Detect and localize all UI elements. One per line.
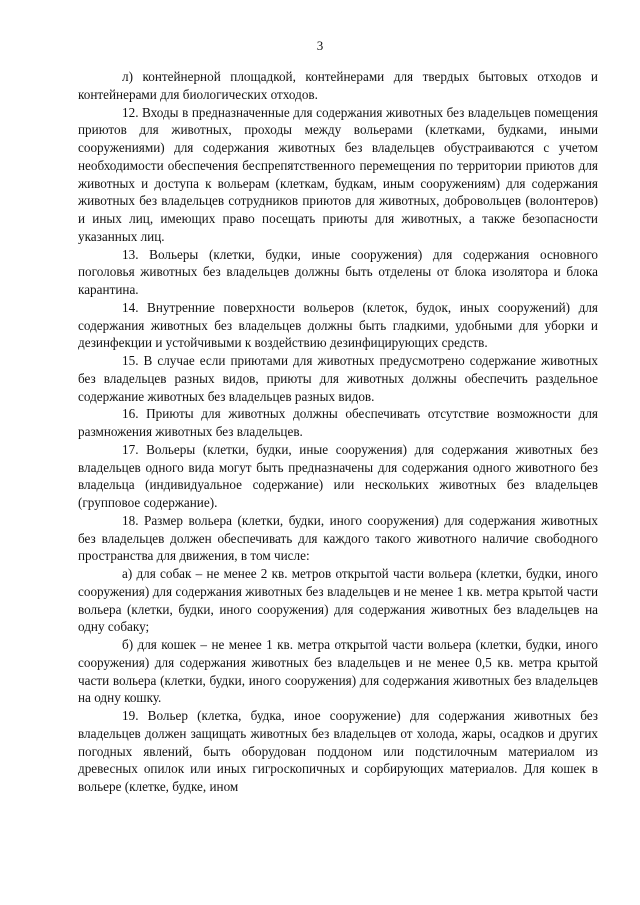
paragraph-18a: а) для собак – не менее 2 кв. метров открытой части вольера (клетки, будки, иного сооружения) для содержания животных без владельцев и не менее 1 кв. метра крытой части вольера (клетки, будки, иного сооружения) для содержания животных без владельцев на одну собаку; (78, 566, 598, 635)
paragraph-item-l: л) контейнерной площадкой, контейнерами для твердых бытовых отходов и контейнерами для биологических отходов. (78, 69, 598, 102)
paragraph-18: 18. Размер вольера (клетки, будки, иного сооружения) для содержания животных без владельцев должен обеспечивать для каждого такого животного наличие свободного пространства для движения, в том числе: (78, 512, 598, 564)
paragraph-13: 13. Вольеры (клетки, будки, иные сооружения) для содержания основного поголовья животных без владельцев должны быть отделены от блока изолятора и блока карантина. (78, 246, 598, 297)
paragraph-18b: б) для кошек – не менее 1 кв. метра открытой части вольера (клетки, будки, иного сооружения) для содержания животных без владельцев и не менее 0,5 кв. метра крытой части вольера (клетки, будки, иного сооружения) для содержания животных без владельцев на одну кошку. (78, 637, 598, 706)
paragraph-14: 14. Внутренние поверхности вольеров (клеток, будок, иных сооружений) для содержания животных без владельцев должны быть гладкими, удобными для уборки и дезинфекции и устойчивыми к воздействию дезинфицирующих средств. (78, 299, 598, 351)
page-number: 3 (316, 38, 324, 53)
paragraph-19: 19. Вольер (клетка, будка, иное сооружение) для содержания животных без владельцев должен защищать животных без владельцев от холода, жары, осадков и других погодных явлений, быть оборудован поддоном или подстилочным материалом из древесных опилок или иных гигроскопичных и сорбирующих материалов. Для кошек в вольере (клетке, будке, ином (78, 708, 598, 794)
paragraph-16: 16. Приюты для животных должны обеспечивать отсутствие возможности для размножения животных без владельцев. (78, 406, 598, 439)
paragraph-15: 15. В случае если приютами для животных предусмотрено содержание животных без владельцев разных видов, приюты для животных должны обеспечить раздельное содержание животных без владельцев разных видов. (78, 353, 598, 404)
paragraph-12: 12. Входы в предназначенные для содержания животных без владельцев помещения приютов для животных, проходы между вольерами (клетками, будками, иными сооружениями) для содержания животных без владельцев обустраиваются с учетом необходимости обеспечения беспрепятственного перемещения по территории приютов для животных и доступа к вольерам (клеткам, будкам, иным сооружениям) для содержания животных без владельцев сотрудников приютов для животных, добровольцев (волонтеров) и иных лиц, имеющих право посещать приюты для животных, а также безопасности указанных лиц. (78, 104, 598, 244)
paragraph-17: 17. Вольеры (клетки, будки, иные сооружения) для содержания животных без владельцев одного вида могут быть предназначены для содержания одного животного без владельца (индивидуальное содержание) или нескольких животных без владельцев (групповое содержание). (78, 441, 598, 510)
document-body (78, 68, 598, 796)
